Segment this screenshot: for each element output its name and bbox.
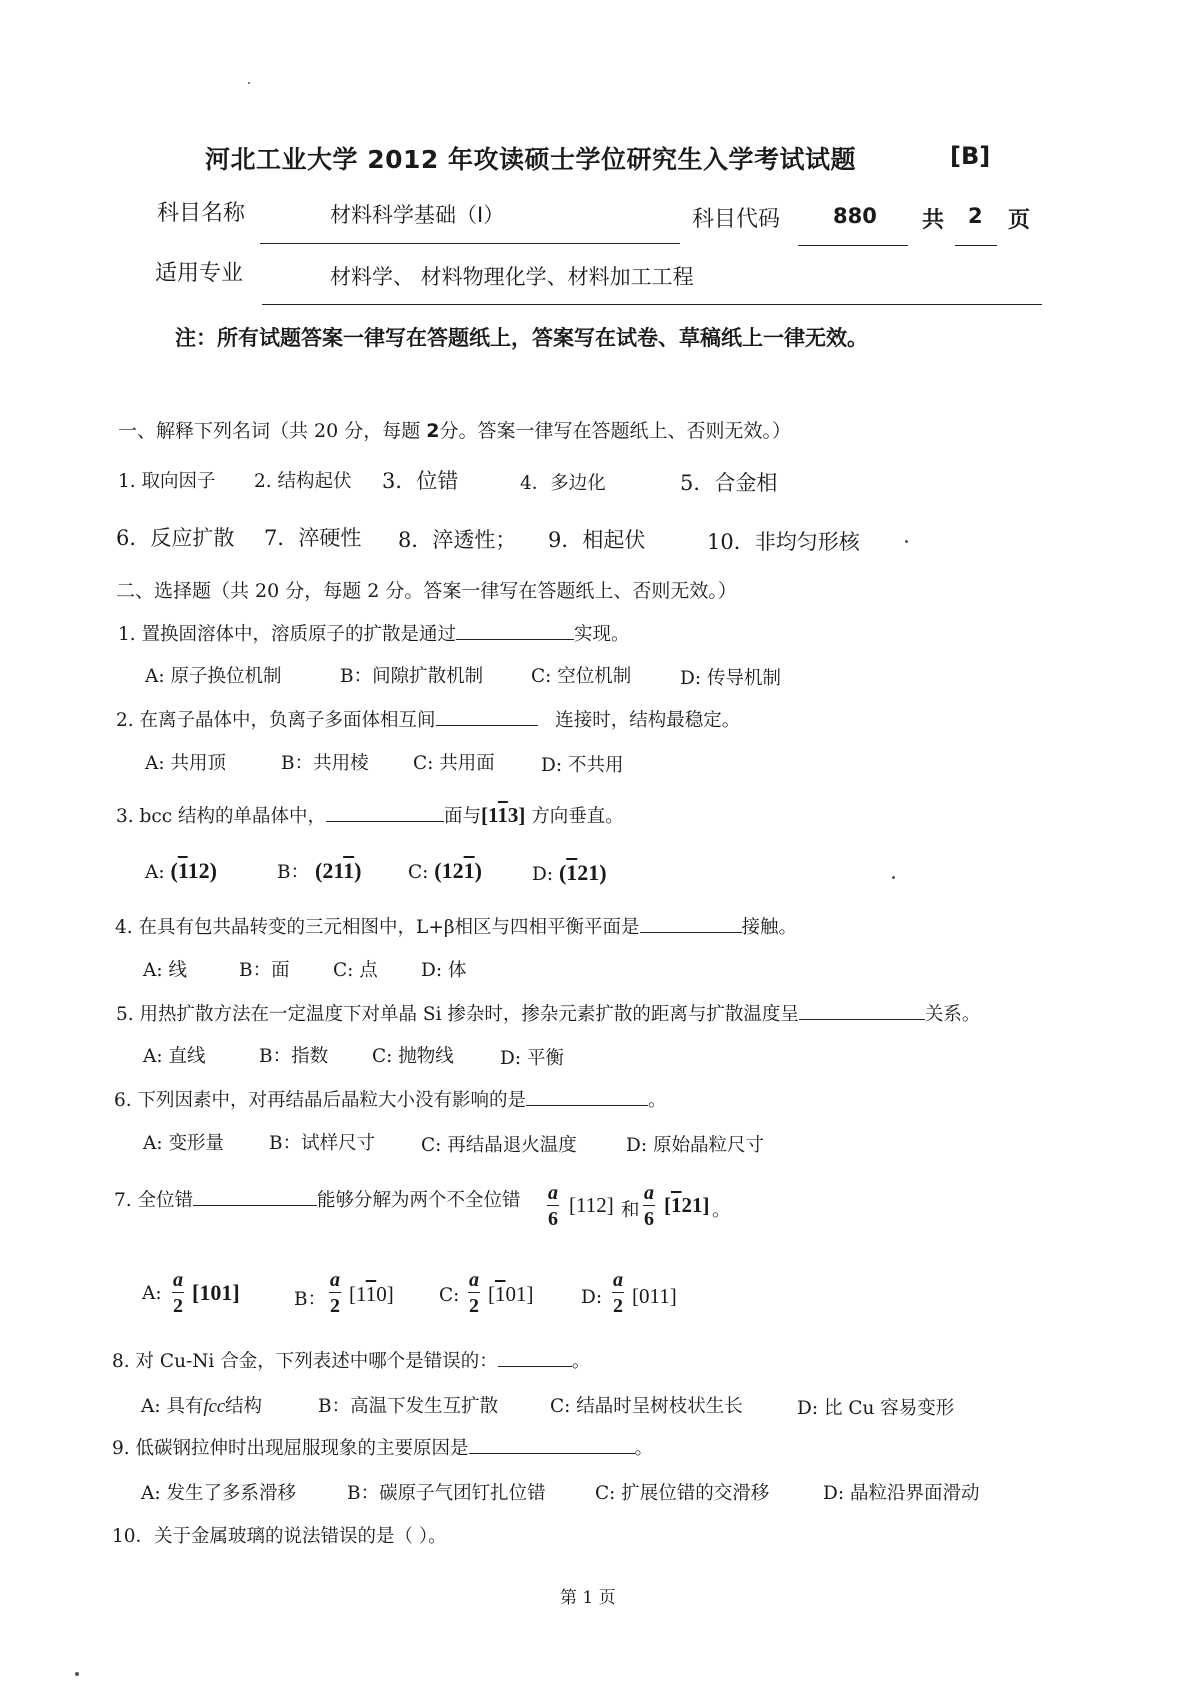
question-9-option-a: A: 发生了多系滑移 <box>141 1483 296 1504</box>
question-4-option-a: A: 线 <box>143 960 187 981</box>
subject-name-value: 材料科学基础（I） <box>330 203 505 227</box>
exam-notice: 注：所有试题答案一律写在答题纸上，答案写在试卷、草稿纸上一律无效。 <box>175 326 868 350</box>
question-9-option-b: B：碳原子气团钉扎位错 <box>347 1483 546 1504</box>
question-7-text: 7. 全位错 <box>114 1190 194 1211</box>
scan-speck <box>248 82 250 84</box>
question-7-direction-1: [112] <box>569 1193 614 1217</box>
question-3-option-a: A: (112) <box>145 858 217 883</box>
question-7-option-c-direction: [101] <box>488 1282 534 1306</box>
question-7-option-a-label: A: <box>142 1283 162 1304</box>
question-8-text: 8. 对 Cu-Ni 合金，下列表述中哪个是错误的： <box>112 1351 498 1372</box>
subject-name-underline <box>260 243 680 244</box>
question-5-option-b: B：指数 <box>259 1046 329 1067</box>
question-3-blank <box>326 804 444 822</box>
question-1 <box>118 620 630 646</box>
question-7-fraction-2: $\frac{a}{6}$ <box>644 1182 654 1230</box>
question-7-text-end: 。 <box>712 1200 731 1221</box>
question-5-option-a: A: 直线 <box>143 1046 206 1067</box>
term-10: 10．非均匀形核 <box>707 530 860 554</box>
subject-code-underline <box>798 245 908 246</box>
question-2-option-c: C: 共用面 <box>413 753 495 774</box>
question-7-option-a-fraction: $\frac{a}{2}$ <box>173 1269 183 1317</box>
question-6-option-c: C: 再结晶退火温度 <box>421 1135 577 1156</box>
page-number: 第 1 页 <box>560 1588 616 1608</box>
term-3: 3．位错 <box>382 469 459 493</box>
question-8-option-b: B：高温下发生互扩散 <box>318 1396 499 1417</box>
question-7-and: 和 <box>621 1200 640 1221</box>
question-3-option-b: B： (211) <box>277 858 362 883</box>
question-1-option-d: D: 传导机制 <box>680 668 781 689</box>
question-2 <box>116 706 740 732</box>
term-1: 1. 取向因子 <box>118 471 216 492</box>
question-1-text: 1. 置换固溶体中，溶质原子的扩散是通过 <box>118 624 457 645</box>
question-8-option-d: D: 比 Cu 容易变形 <box>797 1398 955 1419</box>
question-7-text-mid: 能够分解为两个不全位错 <box>317 1190 521 1211</box>
section1-heading <box>118 416 791 443</box>
question-3-text-mid: 面与 <box>443 806 481 827</box>
question-8-text-end: 。 <box>571 1351 591 1372</box>
question-6-option-d: D: 原始晶粒尺寸 <box>626 1135 764 1156</box>
question-9-option-d: D: 晶粒沿界面滑动 <box>823 1483 980 1504</box>
question-4-option-b: B：面 <box>239 960 290 981</box>
section1-heading-points: 2 <box>426 420 440 442</box>
question-2-option-d: D: 不共用 <box>541 755 624 776</box>
question-3-text-end: 方向垂直。 <box>531 806 624 827</box>
question-8-option-c: C: 结晶时呈树枝状生长 <box>550 1396 743 1417</box>
question-6 <box>114 1086 667 1112</box>
question-1-option-c: C: 空位机制 <box>531 666 632 687</box>
question-1-text-end: 实现。 <box>574 624 630 645</box>
question-7-option-b-label: B： <box>294 1289 327 1310</box>
applicable-major-underline <box>262 304 1042 305</box>
question-8 <box>112 1347 590 1373</box>
question-3-text: 3. bcc 结构的单晶体中， <box>116 806 326 827</box>
scan-speck <box>892 876 895 879</box>
question-4-option-d: D: 体 <box>421 960 467 981</box>
question-7-option-d-fraction: $\frac{a}{2}$ <box>613 1269 623 1317</box>
question-2-blank <box>436 708 538 726</box>
question-5-option-c: C: 抛物线 <box>372 1046 454 1067</box>
question-7-option-a-direction: [101] <box>192 1280 240 1305</box>
subject-name-label: 科目名称 <box>157 201 246 226</box>
question-2-option-b: B：共用棱 <box>281 753 369 774</box>
question-10: 10．关于金属玻璃的说法错误的是（ ）。 <box>112 1526 447 1547</box>
question-4-text: 4. 在具有包共晶转变的三元相图中，L+β相区与四相平衡平面是 <box>115 917 640 938</box>
term-4: 4．多边化 <box>520 473 606 494</box>
question-6-text: 6. 下列因素中，对再结晶后晶粒大小没有影响的是 <box>114 1090 527 1111</box>
question-9-blank <box>469 1436 635 1454</box>
applicable-major-label: 适用专业 <box>155 261 244 286</box>
question-7-option-c-fraction: $\frac{a}{2}$ <box>469 1269 479 1317</box>
term-6: 6．反应扩散 <box>116 526 235 550</box>
question-7-option-d-direction: [011] <box>632 1284 677 1308</box>
question-1-option-b: B：间隙扩散机制 <box>340 666 484 687</box>
question-4-blank <box>640 915 742 933</box>
term-2: 2. 结构起伏 <box>254 471 352 492</box>
question-7-option-c-label: C: <box>439 1285 460 1306</box>
question-4-option-c: C: 点 <box>333 960 378 981</box>
question-4 <box>115 913 797 939</box>
question-7-option-b-direction: [110] <box>349 1282 394 1306</box>
applicable-major-value: 材料学、 材料物理化学、材料加工工程 <box>330 265 694 289</box>
total-pages-underline <box>955 245 997 246</box>
question-7-direction-2: [121] <box>664 1193 710 1217</box>
section1-heading-text-a: 一、解释下列名词（共 20 分，每题 <box>118 420 427 442</box>
total-pages-prefix: 共 <box>922 208 945 233</box>
question-5-text: 5. 用热扩散方法在一定温度下对单晶 Si 掺杂时，掺杂元素扩散的距离与扩散温度呈 <box>116 1004 799 1025</box>
question-9-text: 9. 低碳钢拉伸时出现屈服现象的主要原因是 <box>112 1438 469 1459</box>
question-3-direction: [113] <box>481 803 526 827</box>
term-7: 7．淬硬性 <box>264 526 362 550</box>
question-3 <box>116 802 624 828</box>
question-9-text-end: 。 <box>634 1438 654 1459</box>
question-6-text-end: 。 <box>648 1090 667 1111</box>
exam-title: 河北工业大学 2012 年攻读硕士学位研究生入学考试试题 <box>205 145 856 174</box>
question-7-fraction-1: $\frac{a}{6}$ <box>548 1182 558 1230</box>
question-5-text-end: 关系。 <box>924 1004 981 1025</box>
question-2-option-a: A: 共用顶 <box>145 753 226 774</box>
question-2-text: 2. 在离子晶体中，负离子多面体相互间 <box>116 710 436 731</box>
question-6-option-b: B：试样尺寸 <box>269 1133 376 1154</box>
scan-speck <box>905 540 908 543</box>
question-7-option-d-label: D: <box>581 1287 603 1308</box>
question-8-blank <box>498 1349 572 1367</box>
question-6-option-a: A: 变形量 <box>143 1133 224 1154</box>
section2-heading: 二、选择题（共 20 分，每题 2 分。答案一律写在答题纸上、否则无效。） <box>116 580 737 602</box>
subject-code-label: 科目代码 <box>692 207 781 232</box>
question-5 <box>116 1000 980 1026</box>
question-6-blank <box>526 1088 648 1106</box>
question-7-option-b-fraction: $\frac{a}{2}$ <box>330 1269 340 1317</box>
term-8: 8．淬透性； <box>398 528 517 552</box>
term-9: 9．相起伏 <box>548 528 646 552</box>
subject-code-value: 880 <box>833 204 877 228</box>
question-3-option-d: D: (121) <box>532 860 607 885</box>
question-5-blank <box>799 1002 925 1020</box>
question-9 <box>112 1434 653 1460</box>
question-8-option-a: A: 具有fcc结构 <box>141 1396 263 1417</box>
total-pages-suffix: 页 <box>1008 208 1031 233</box>
paper-version-code: [B] <box>950 142 991 170</box>
section1-heading-text-c: 分。答案一律写在答题纸上、否则无效。） <box>439 420 792 442</box>
question-7 <box>114 1186 521 1212</box>
term-5: 5．合金相 <box>680 471 778 495</box>
question-2-text-end: 连接时，结构最稳定。 <box>555 710 741 731</box>
question-3-option-c: C: (121) <box>408 858 482 883</box>
question-1-option-a: A: 原子换位机制 <box>145 666 282 687</box>
total-pages-value: 2 <box>968 204 983 228</box>
question-5-option-d: D: 平衡 <box>500 1048 564 1069</box>
question-7-blank <box>193 1188 317 1206</box>
question-4-text-end: 接触。 <box>741 917 798 938</box>
question-1-blank <box>456 622 574 640</box>
question-9-option-c: C: 扩展位错的交滑移 <box>595 1483 770 1504</box>
scan-speck <box>75 1672 79 1676</box>
